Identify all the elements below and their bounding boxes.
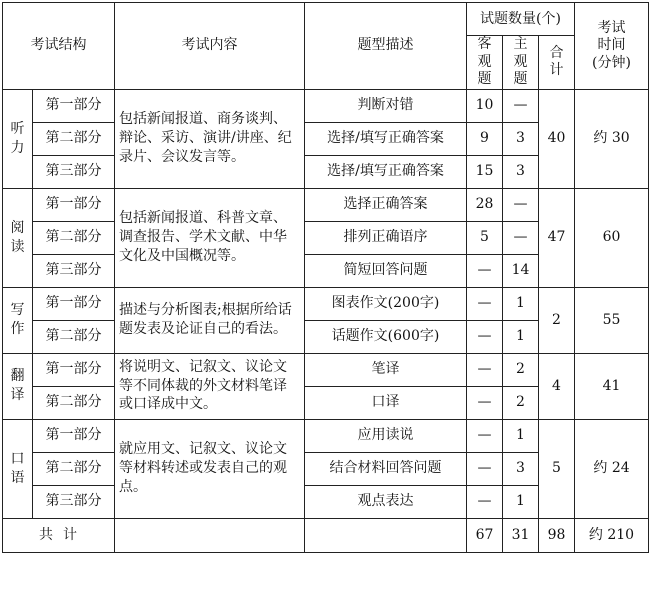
section-total: 5 — [539, 419, 575, 518]
summary-time: 约 210 — [575, 518, 649, 552]
header-type-description: 题型描述 — [305, 3, 467, 90]
section-time: 41 — [575, 353, 649, 419]
part-label: 第一部分 — [33, 89, 115, 122]
question-type: 应用读说 — [305, 419, 467, 452]
objective-count: — — [467, 485, 503, 518]
section-time: 55 — [575, 287, 649, 353]
objective-count: 10 — [467, 89, 503, 122]
summary-subjective: 31 — [503, 518, 539, 552]
table-row — [3, 287, 649, 320]
question-type: 话题作文(600字) — [305, 320, 467, 353]
part-label: 第一部分 — [33, 287, 115, 320]
table-row — [3, 419, 649, 452]
question-type: 选择/填写正确答案 — [305, 155, 467, 188]
table-row — [3, 188, 649, 221]
subjective-count: 3 — [503, 452, 539, 485]
subjective-count: 14 — [503, 254, 539, 287]
header-total: 合 计 — [539, 36, 575, 90]
objective-count: 9 — [467, 122, 503, 155]
question-type: 排列正确语序 — [305, 221, 467, 254]
header-content: 考试内容 — [115, 3, 305, 90]
subjective-count: — — [503, 188, 539, 221]
objective-count: — — [467, 419, 503, 452]
question-type: 口译 — [305, 386, 467, 419]
header-structure: 考试结构 — [3, 3, 115, 90]
part-label: 第一部分 — [33, 353, 115, 386]
question-type: 结合材料回答问题 — [305, 452, 467, 485]
objective-count: — — [467, 320, 503, 353]
objective-count: — — [467, 287, 503, 320]
summary-objective: 67 — [467, 518, 503, 552]
question-type: 判断对错 — [305, 89, 467, 122]
subjective-count: — — [503, 89, 539, 122]
section-time: 约 30 — [575, 89, 649, 188]
question-type: 图表作文(200字) — [305, 287, 467, 320]
section-content: 包括新闻报道、科普文章、调查报告、学术文献、中华文化及中国概况等。 — [115, 188, 305, 287]
section-total: 2 — [539, 287, 575, 353]
header-objective: 客 观 题 — [467, 36, 503, 90]
part-label: 第二部分 — [33, 452, 115, 485]
objective-count: — — [467, 353, 503, 386]
section-name: 写 作 — [3, 287, 33, 353]
subjective-count: 1 — [503, 320, 539, 353]
subjective-count: 1 — [503, 485, 539, 518]
summary-empty-content — [115, 518, 305, 552]
section-total: 47 — [539, 188, 575, 287]
subjective-count: — — [503, 221, 539, 254]
header-exam-time: 考试 时间 (分钟) — [575, 3, 649, 90]
summary-empty-type — [305, 518, 467, 552]
objective-count: 28 — [467, 188, 503, 221]
subjective-count: 3 — [503, 155, 539, 188]
section-name: 翻 译 — [3, 353, 33, 419]
summary-row — [3, 518, 649, 552]
section-content: 将说明文、记叙文、议论文等不同体裁的外文材料笔译或口译成中文。 — [115, 353, 305, 419]
header-subjective: 主 观 题 — [503, 36, 539, 90]
header-question-count: 试题数量(个) — [467, 3, 575, 36]
question-type: 选择正确答案 — [305, 188, 467, 221]
question-type: 简短回答问题 — [305, 254, 467, 287]
section-content: 描述与分析图表;根据所给话题发表及论证自己的看法。 — [115, 287, 305, 353]
part-label: 第三部分 — [33, 254, 115, 287]
subjective-count: 1 — [503, 287, 539, 320]
table-row — [3, 353, 649, 386]
section-time: 约 24 — [575, 419, 649, 518]
objective-count: — — [467, 386, 503, 419]
subjective-count: 2 — [503, 353, 539, 386]
section-time: 60 — [575, 188, 649, 287]
objective-count: 15 — [467, 155, 503, 188]
section-name: 阅 读 — [3, 188, 33, 287]
summary-label: 共计 — [3, 518, 115, 552]
objective-count: — — [467, 452, 503, 485]
section-name: 听 力 — [3, 89, 33, 188]
part-label: 第二部分 — [33, 221, 115, 254]
section-content: 就应用文、记叙文、议论文等材料转述或发表自己的观点。 — [115, 419, 305, 518]
question-type: 观点表达 — [305, 485, 467, 518]
summary-total: 98 — [539, 518, 575, 552]
subjective-count: 3 — [503, 122, 539, 155]
part-label: 第一部分 — [33, 419, 115, 452]
subjective-count: 1 — [503, 419, 539, 452]
question-type: 笔译 — [305, 353, 467, 386]
part-label: 第二部分 — [33, 122, 115, 155]
part-label: 第二部分 — [33, 320, 115, 353]
subjective-count: 2 — [503, 386, 539, 419]
section-name: 口 语 — [3, 419, 33, 518]
section-content: 包括新闻报道、商务谈判、辩论、采访、演讲/讲座、纪录片、会议发言等。 — [115, 89, 305, 188]
exam-structure-table — [2, 2, 649, 553]
part-label: 第三部分 — [33, 485, 115, 518]
question-type: 选择/填写正确答案 — [305, 122, 467, 155]
section-total: 40 — [539, 89, 575, 188]
table-row — [3, 89, 649, 122]
part-label: 第一部分 — [33, 188, 115, 221]
part-label: 第二部分 — [33, 386, 115, 419]
section-total: 4 — [539, 353, 575, 419]
part-label: 第三部分 — [33, 155, 115, 188]
objective-count: 5 — [467, 221, 503, 254]
objective-count: — — [467, 254, 503, 287]
